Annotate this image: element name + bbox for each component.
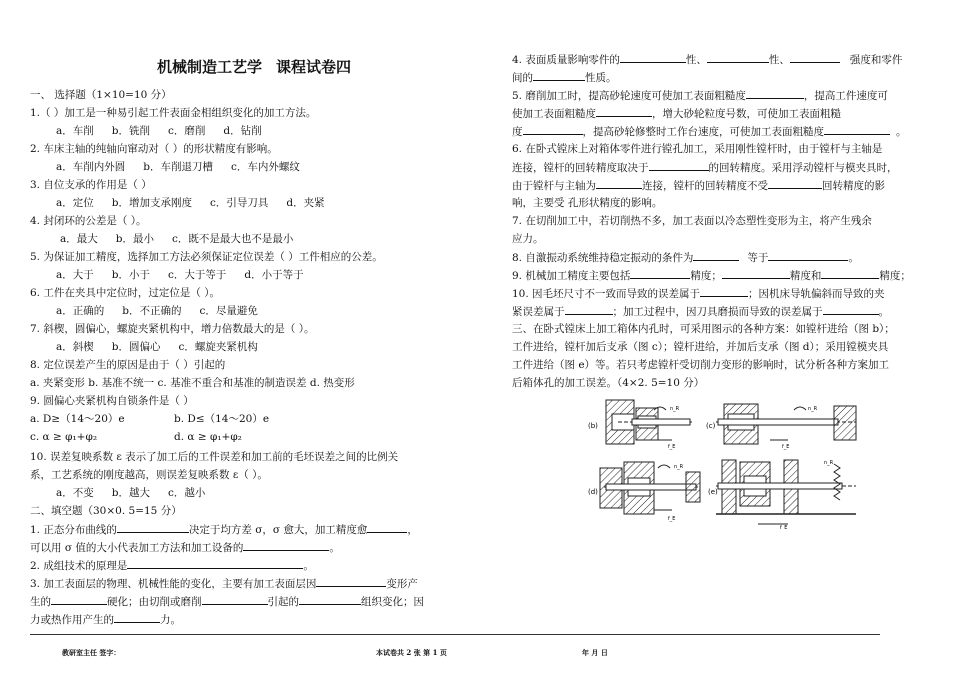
figure-label-d: (d) [588,488,598,496]
question-6: 6. 工件在夹具中定位时，过定位是（ ）。 [30,287,220,299]
fill-6-line-1: 6. 在卧式镗床上对箱体零件进行镗孔加工，采用刚性镗杆时，由于镗杆与主轴是 [512,143,883,155]
figure-label-b: (b) [588,422,598,430]
question-3: 3. 自位支承的作用是（ ） [30,179,152,191]
fill-5-line-1: 5. 磨削加工时，提高砂轮速度可使加工表面粗糙度 ，提高工件速度可 [512,90,888,102]
question-2: 2. 车床主轴的纯轴向窜动对（ ）的形状精度有影响。 [30,143,278,155]
question-7: 7. 斜楔，圆偏心，螺旋夹紧机构中，增力倍数最大的是（ ）。 [30,323,315,335]
section-3-line-1: 三、在卧式镗床上加工箱体内孔时，可采用图示的各种方案：如镗杆进给（图 b）； [512,323,895,335]
question-9: 9. 圆偏心夹紧机构自锁条件是（ ） [30,395,194,407]
boring-schemes-figure [588,396,858,530]
fill-9: 9. 机械加工精度主要包括 精度； 精度和 精度； [512,270,911,282]
fill-5-line-3: 度 ，提高砂轮修整时工作台速度，可使加工表面粗糙度 。 [512,126,907,138]
footer-page-info: 本试卷共 2 张 第 1 页 [376,648,447,657]
question-10-line-1: 10. 误差复映系数 ε 表示了加工后的工件误差和加工前的毛坯误差之间的比例关 [30,451,399,463]
question-1: 1.（ ）加工是一种易引起工件表面金相组织变化的加工方法。 [30,107,317,119]
question-9-options-cd: c. α ≥ φ₁+φ₂ d. α ≥ φ₁+φ₂ [30,431,242,443]
label-fe-c: f_E [782,444,790,450]
fill-7-line-2: 应力。 [512,233,544,245]
question-8: 8. 定位误差产生的原因是由于（ ）引起的 [30,359,226,371]
question-1-options: a．车削 b．铣削 c．磨削 d．钻削 [56,125,262,137]
question-2-options: a．车削内外圆 b．车削退刀槽 c．车内外螺纹 [56,161,300,173]
section-1-heading: 一、 选择题（1×10=10 分） [30,89,172,101]
label-nr-d: n_R [674,464,684,470]
footer-date: 年 月 日 [582,648,608,657]
label-nr-c: n_R [808,406,818,412]
section-3-line-4: 后箱体孔的加工误差。（4×2. 5=10 分） [512,377,705,389]
fill-8: 8. 自激振动系统维持稳定振动的条件为 等于 。 [512,252,859,264]
fill-6-line-2: 连接，镗杆的回转精度取决于 的回转精度。采用浮动镗杆与模夹具时， [512,162,898,174]
fill-10-line-1: 10. 因毛坯尺寸不一致而导致的误差属于 ；因机床导轨偏斜而导致的夹 [512,288,885,300]
section-2-heading: 二、填空题（30×0. 5=15 分） [30,505,182,517]
fill-6-line-4: 响，主要受 孔形状精度的影响。 [512,197,663,209]
footer-signature: 教研室主任 签字： [62,648,121,657]
scheme-d [600,462,700,514]
label-nr-e: n_R [824,460,834,466]
label-fe-b: f_E [668,444,676,450]
fill-3-line-2: 生的 硬化；由切削或磨削 引起的 组织变化；因 [30,596,424,608]
question-8-options: a. 夹紧变形 b. 基准不统一 c. 基准不重合和基准的制造误差 d. 热变形 [30,377,355,389]
question-5-options: a．大于 b．小于 c．大于等于 d．小于等于 [56,269,304,281]
label-fe-d: f_E [668,516,676,522]
question-3-options: a．定位 b．增加支承刚度 c．引导刀具 d．夹紧 [56,197,325,209]
fill-1-line-2: 可以用 σ 值的大小代表加工方法和加工设备的 。 [30,542,340,554]
fill-4-line-1: 4. 表面质量影响零件的 性、 性、 强度和零件 [512,54,903,66]
question-10-options: a．不变 b．越大 c．越小 [56,487,206,499]
question-6-options: a．正确的 b．不正确的 c．尽量避免 [56,305,258,317]
figure-label-e: (e) [708,488,718,496]
fill-7-line-1: 7. 在切削加工中，若切削热不多，加工表面以冷态塑性变形为主，将产生残余 [512,215,872,227]
question-4-options: a．最大 b．最小 c．既不是最大也不是最小 [60,233,294,245]
scheme-e [716,460,856,524]
footer-divider [30,634,880,635]
figure-label-c: (c) [706,422,716,430]
fill-3-line-3: 力或热作用产生的 力。 [30,614,181,626]
scheme-c [716,404,856,444]
label-nr-b: n_R [670,406,680,412]
fill-1-line-1: 1. 正态分布曲线的 决定于均方差 σ，σ 愈大，加工精度愈 ， [30,524,418,536]
fill-6-line-3: 由于镗杆与主轴为 连接，镗杆的回转精度不受 回转精度的影 [512,180,885,192]
question-9-options-ab: a. D≥（14～20）e b. D≤（14～20）e [30,413,270,425]
label-fe-e: f_E [780,525,788,530]
fill-4-line-2: 间的 性质。 [512,72,617,84]
fill-3-line-1: 3. 加工表面层的物理、机械性能的变化，主要有加工表面层因 变形产 [30,578,418,590]
question-4: 4. 封闭环的公差是（ ）。 [30,215,147,227]
question-10-line-2: 系，工艺系统的刚度越高，则误差复映系数 ε（ ）。 [30,469,268,481]
question-5: 5. 为保证加工精度，选择加工方法必须保证定位误差（ ）工件相应的公差。 [30,251,383,263]
section-3-line-3: 工件进给（图 e）等。若只考虑镗杆受切削力变形的影响时，试分析各种方案加工 [512,359,890,371]
question-7-options: a．斜楔 b．圆偏心 c．螺旋夹紧机构 [56,341,258,353]
page-title: 机械制造工艺学 课程试卷四 [156,58,352,76]
section-3-line-2: 工件进给，镗杆加后支承（图 c）；镗杆进给，并加后支承（图 d）；采用镗模夹具 [512,341,889,353]
fill-5-line-2: 使加工表面粗糙度 ，增大砂轮粒度号数，可使加工表面粗糙 [512,108,841,120]
fill-2: 2. 成组技术的原理是 。 [30,560,314,572]
fill-10-line-2: 紧误差属于 ；加工过程中，因刀具磨损而导致的误差属于 。 [512,306,889,318]
